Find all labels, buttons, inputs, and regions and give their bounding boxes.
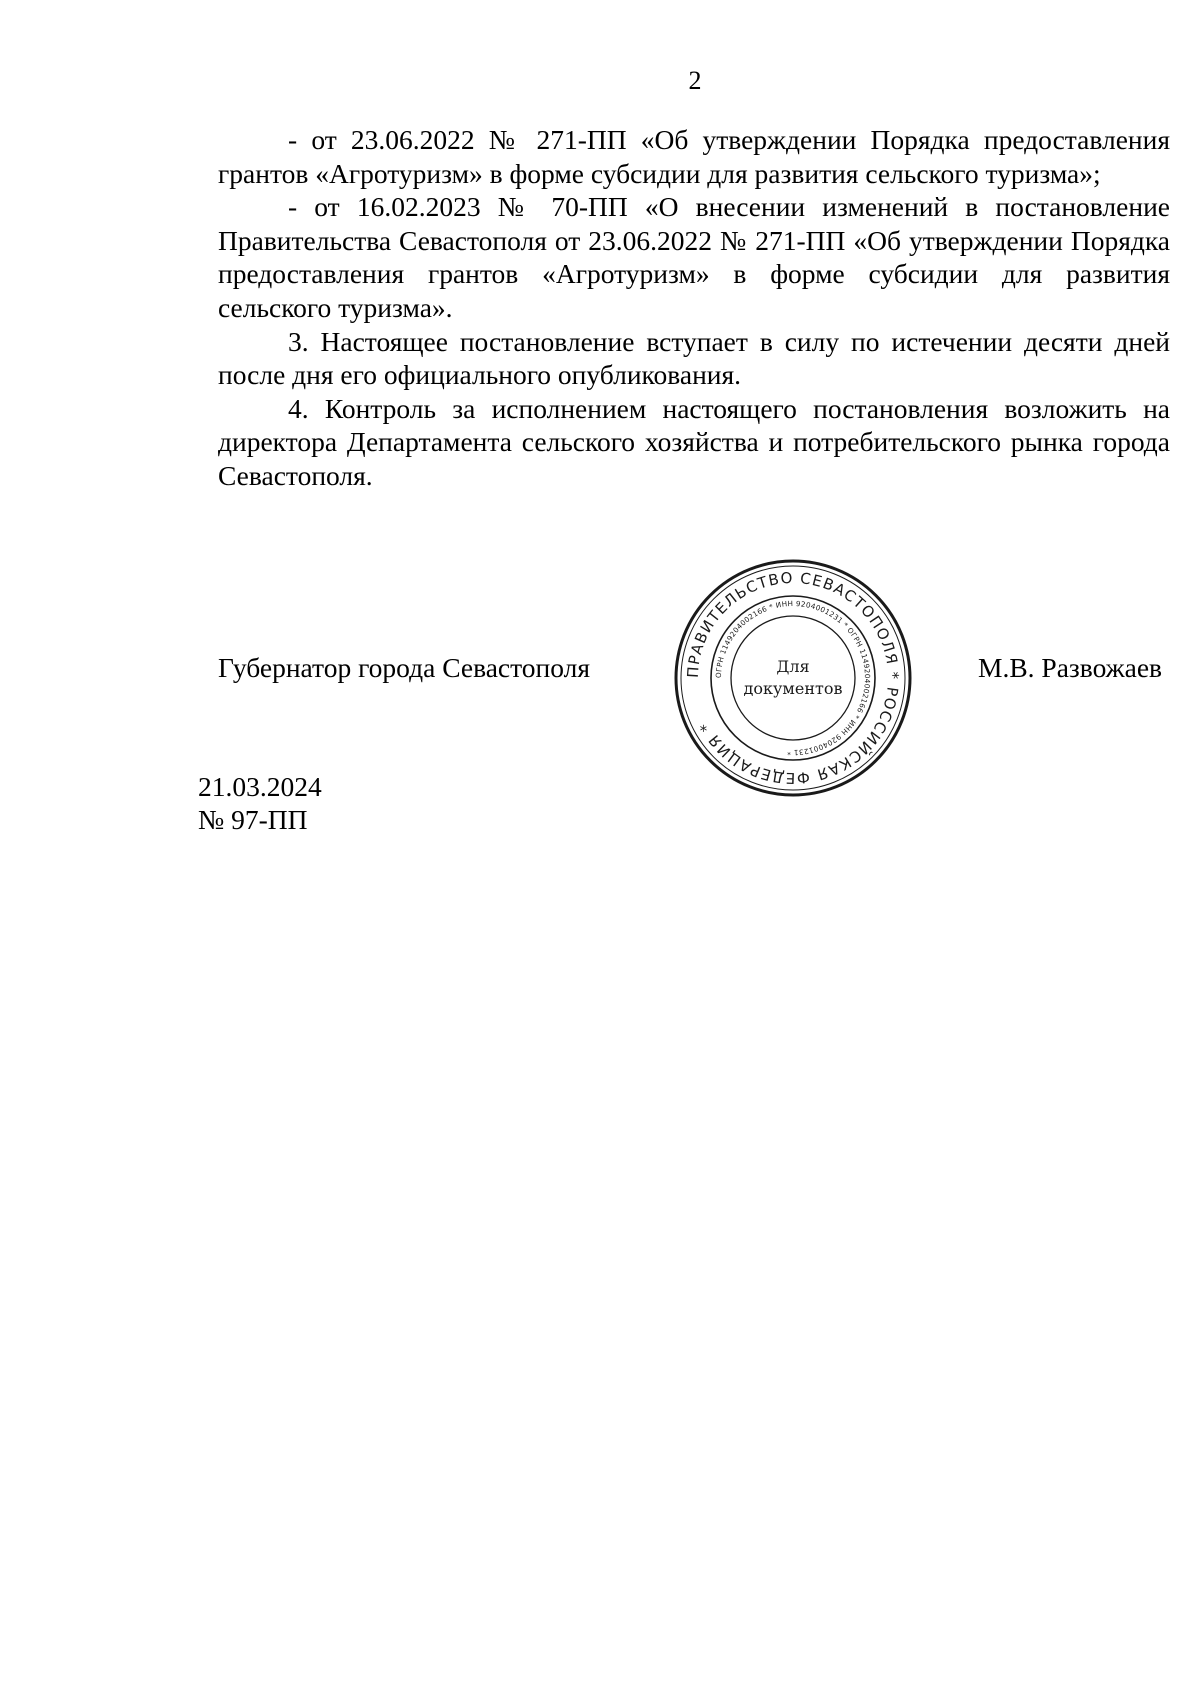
- seal-inner-ring-text: ОГРН 1149204002166 * ИНН 9204001231 * ОГРН 1149204002166 * ИНН 9204001231 *: [713, 598, 873, 758]
- paragraph-amendment-70: - от 16.02.2023 № 70-ПП «О внесении изменений в постановление Правительства Севастополя от 23.06.2022 № 271-ПП «Об утверждении Порядка предоставления грантов «Агротуризм» в форме субсидии для развития сельского туризма».: [218, 191, 1170, 323]
- seal-center-line2: документов: [743, 679, 843, 698]
- document-number: № 97-ПП: [198, 804, 308, 835]
- seal-outer-ring-text: ПРАВИТЕЛЬСТВО СЕВАСТОПОЛЯ * РОССИЙСКАЯ ФЕДЕРАЦИЯ *: [683, 568, 903, 788]
- official-seal: [672, 557, 914, 799]
- page-number: 2: [688, 66, 702, 95]
- seal-center-line1: Для: [776, 657, 810, 676]
- seal-inner-border: [731, 616, 855, 740]
- seal-middle-border: [711, 596, 875, 760]
- signatory-name: М.В. Развожаев: [978, 652, 1163, 683]
- paragraph-control: 4. Контроль за исполнением настоящего постановления возложить на директора Департамента сельского хозяйства и потребительского рынка города Севастополя.: [218, 392, 1170, 491]
- signatory-title: Губернатор города Севастополя: [218, 652, 590, 683]
- paragraph-amendment-271: - от 23.06.2022 № 271-ПП «Об утверждении Порядка предоставления грантов «Агротуризм» в форме субсидии для развития сельского туризма»;: [218, 124, 1170, 189]
- document-body: [218, 123, 1170, 493]
- document-date: 21.03.2024: [198, 771, 322, 802]
- paragraph-effective-date: 3. Настоящее постановление вступает в силу по истечении десяти дней после дня его официального опубликования.: [218, 325, 1170, 391]
